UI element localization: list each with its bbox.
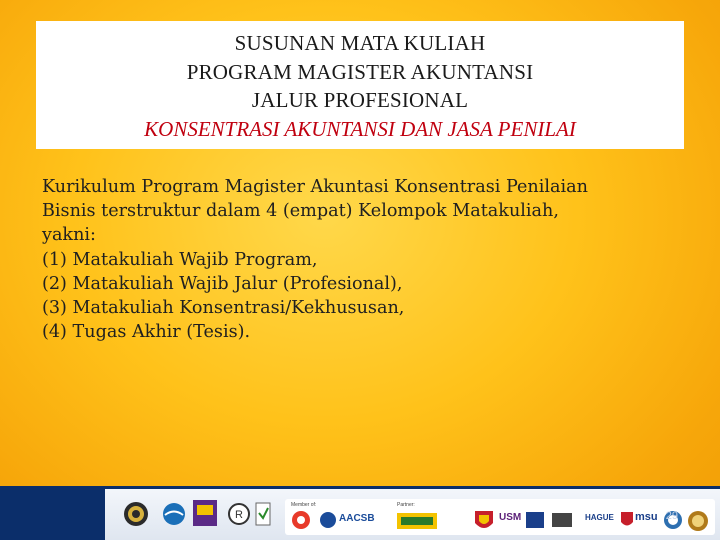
- footer-bar: [0, 486, 720, 540]
- msu-logo-text: msu: [635, 511, 658, 523]
- body-line: Bisnis terstruktur dalam 4 (empat) Kelompok Matakuliah,: [42, 201, 559, 222]
- certification-logo-icon: [255, 501, 271, 527]
- body-list-item: (1) Matakuliah Wajib Program,: [42, 249, 318, 270]
- slide-body: [42, 175, 692, 344]
- aacsb-logo-text: AACSB: [339, 513, 375, 524]
- accreditation-logo-icon: [192, 499, 218, 527]
- body-line: yakni:: [42, 225, 96, 246]
- aacsb-logo-icon: [319, 511, 337, 529]
- globe-logo-icon: [162, 502, 186, 526]
- member-of-label: Member of:: [291, 502, 317, 508]
- abest21-logo-icon: [289, 509, 313, 531]
- registered-logo-icon: [227, 502, 251, 526]
- membership-band: [285, 499, 715, 535]
- svg-text:R: R: [235, 509, 243, 521]
- title-subtitle: KONSENTRASI AKUNTANSI DAN JASA PENILAI: [144, 116, 576, 141]
- msu-logo-icon: [620, 511, 634, 529]
- partner-logo-icon: [395, 509, 439, 533]
- round-logo-icon-2: [687, 510, 709, 532]
- crest-logo-icon: [473, 509, 495, 533]
- hague-logo-text: HAGUE: [585, 513, 614, 522]
- title-line-3: JALUR PROFESIONAL: [251, 88, 469, 112]
- body-list-item: (4) Tugas Akhir (Tesis).: [42, 322, 251, 343]
- usm-logo-text: USM: [499, 512, 522, 523]
- body-list-item: (2) Matakuliah Wajib Jalur (Profesional),: [42, 273, 403, 294]
- title-line-2: PROGRAM MAGISTER AKUNTANSI: [186, 59, 534, 84]
- title-line-1: SUSUNAN MATA KULIAH: [234, 31, 486, 55]
- footer-logo-strip: [105, 489, 720, 540]
- body-line: Kurikulum Program Magister Akuntasi Konsentrasi Penilaian: [42, 177, 588, 197]
- itb-logo-icon: [551, 512, 573, 528]
- crest-logo-icon-2: [525, 511, 545, 529]
- partner-label: Partner:: [397, 502, 415, 508]
- body-list-item: (3) Matakuliah Konsentrasi/Kekhususan,: [42, 298, 405, 319]
- university-seal-icon: [123, 501, 149, 527]
- page-number: 29: [665, 510, 678, 522]
- slide-title-box: [36, 21, 684, 149]
